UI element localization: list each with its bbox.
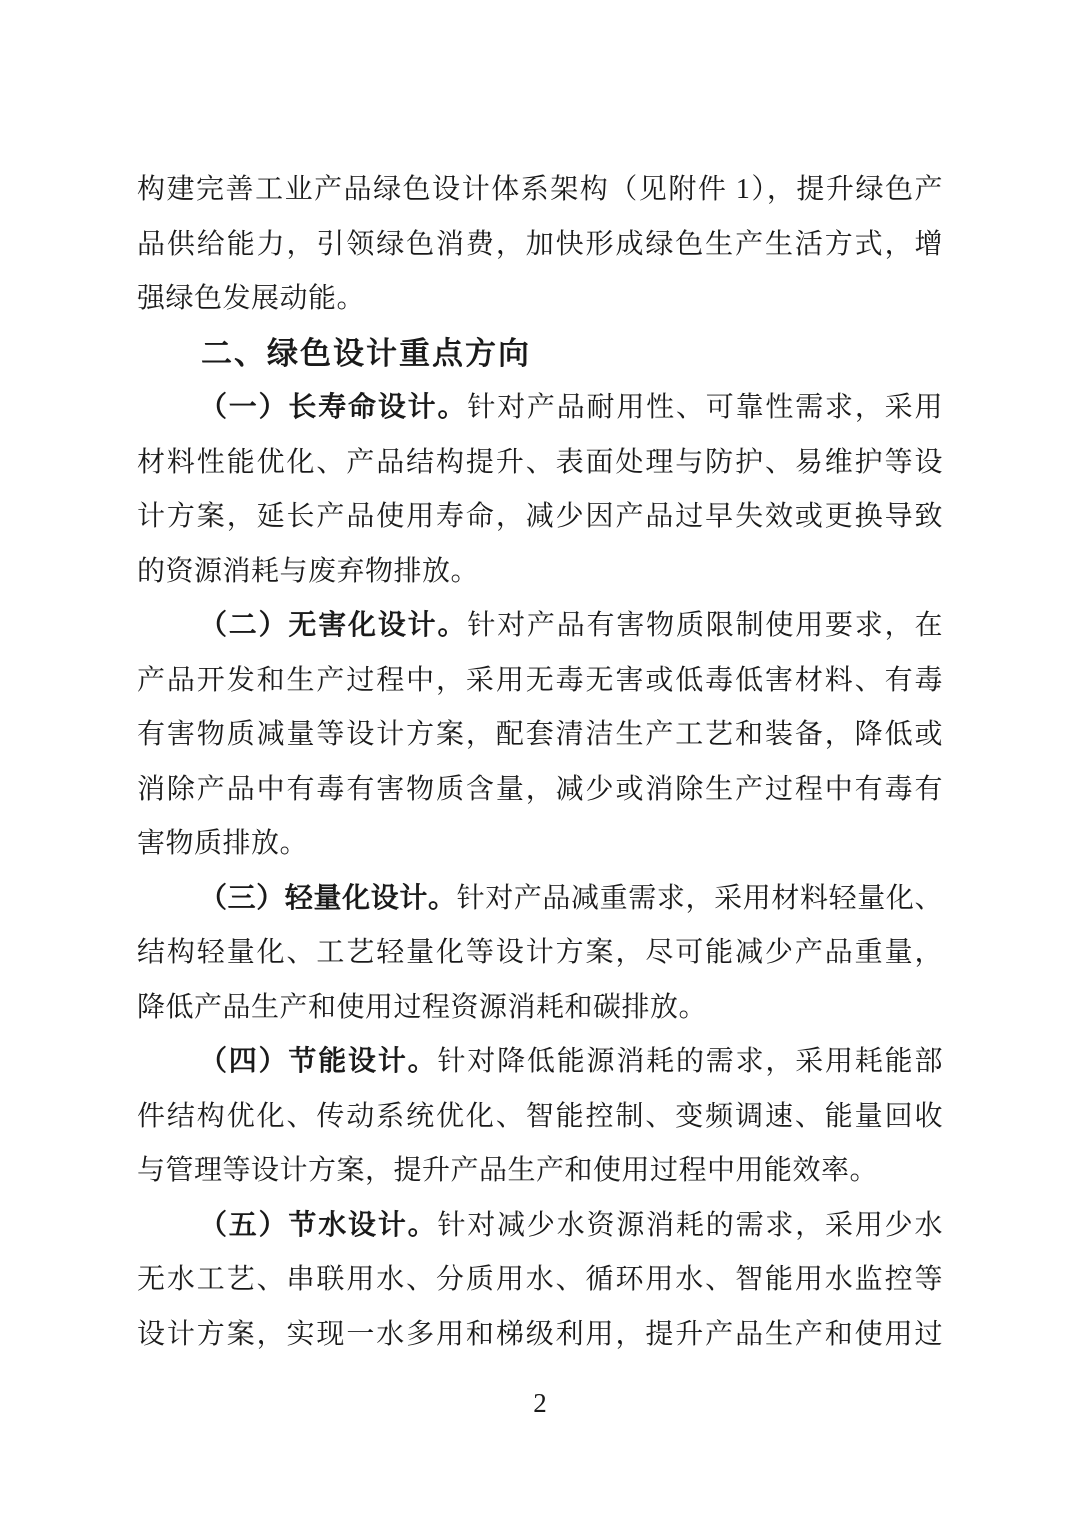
page-content — [137, 163, 943, 1362]
text-line: 结构轻量化、工艺轻量化等设计方案，尽可能减少产品重量， — [137, 937, 943, 968]
section-heading: 二、绿色设计重点方向 — [201, 335, 531, 371]
text-line: 消除产品中有毒有害物质含量，减少或消除生产过程中有毒有 — [137, 773, 943, 805]
text-line: 产品开发和生产过程中，采用无毒无害或低毒低害材料、有毒 — [137, 664, 943, 696]
text-line — [137, 599, 943, 654]
text-line: 无水工艺、串联用水、分质用水、循环用水、智能用水监控等 — [137, 1264, 943, 1295]
text-line: 与管理等设计方案，提升产品生产和使用过程中用能效率。 — [137, 1155, 879, 1186]
text-line: 构建完善工业产品绿色设计体系架构（见附件 1），提升绿色产 — [137, 174, 943, 205]
text-line: 降低产品生产和使用过程资源消耗和碳排放。 — [137, 991, 708, 1023]
section-title: （三）轻量化设计。 — [199, 882, 457, 914]
section-body-start: 针对降低能源消耗的需求，采用耗能部 — [437, 1046, 943, 1077]
text-line: 设计方案，实现一水多用和梯级利用，提升产品生产和使用过 — [137, 1318, 943, 1350]
text-line: 材料性能优化、产品结构提升、表面处理与防护、易维护等设 — [137, 446, 943, 478]
text-line: 强绿色发展动能。 — [137, 283, 366, 314]
text-line — [137, 1199, 943, 1254]
text-line: 有害物质减量等设计方案，配套清洁生产工艺和装备，降低或 — [137, 719, 943, 750]
section-body-start: 针对产品减重需求，采用材料轻量化、 — [456, 882, 943, 914]
section-body-start: 针对减少水资源消耗的需求，采用少水 — [437, 1209, 943, 1241]
text-line: 害物质排放。 — [137, 828, 309, 859]
text-line — [137, 381, 943, 436]
section-title: （一）长寿命设计。 — [199, 392, 468, 423]
text-line — [137, 872, 943, 927]
text-line: 品供给能力，引领绿色消费，加快形成绿色生产生活方式，增 — [137, 228, 943, 260]
section-title: （五）节水设计。 — [199, 1209, 438, 1241]
section-body-start: 针对产品耐用性、可靠性需求，采用 — [467, 392, 943, 423]
text-line: 件结构优化、传动系统优化、智能控制、变频调速、能量回收 — [137, 1100, 943, 1132]
section-body-start: 针对产品有害物质限制使用要求，在 — [467, 610, 943, 641]
text-line — [137, 1035, 943, 1090]
text-line: 计方案，延长产品使用寿命，减少因产品过早失效或更换导致 — [137, 501, 943, 532]
text-line: 的资源消耗与废弃物排放。 — [137, 555, 480, 587]
page-number: 2 — [533, 1388, 547, 1418]
section-title: （二）无害化设计。 — [199, 610, 468, 641]
section-title: （四）节能设计。 — [199, 1046, 438, 1077]
